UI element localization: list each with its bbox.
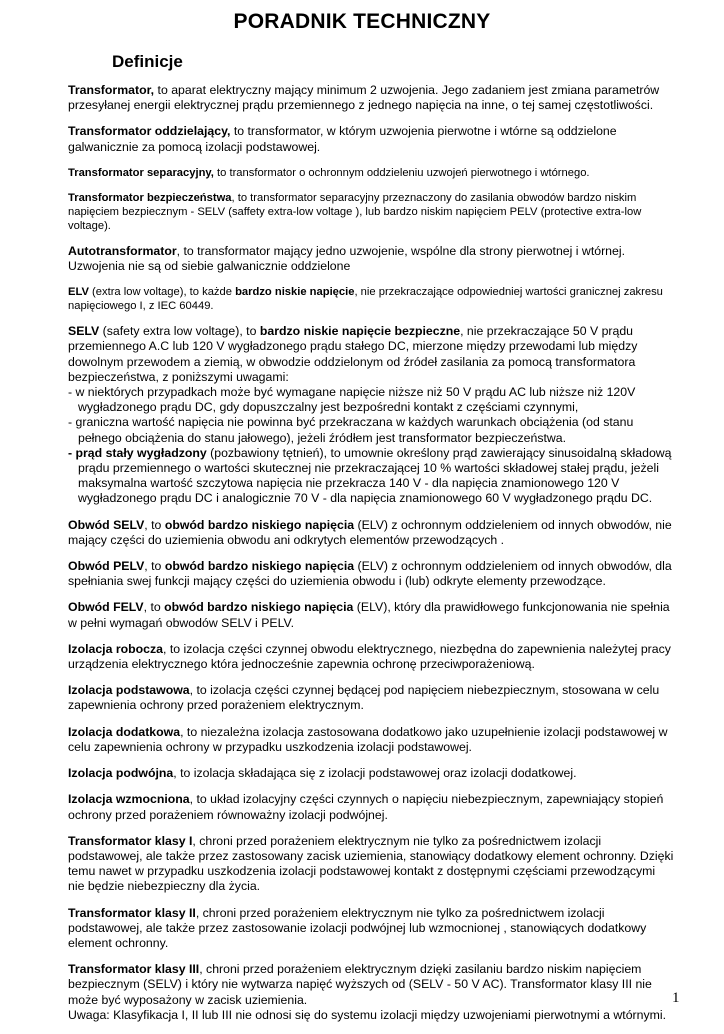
definition-izolacja-podwojna xyxy=(68,766,674,781)
definition-izolacja-wzmocniona xyxy=(68,792,674,822)
term: Obwód FELV xyxy=(68,600,144,615)
definition-elv xyxy=(68,285,674,313)
section-heading: Definicje xyxy=(112,52,183,71)
definition-transformator-oddzielajacy xyxy=(68,124,674,154)
term: Izolacja dodatkowa xyxy=(68,724,181,739)
term: Transformator oddzielający, xyxy=(68,124,231,139)
term: Transformator klasy III xyxy=(68,962,200,977)
term: Transformator klasy I xyxy=(68,833,193,848)
definition-text: , nie przekraczające 50 V prądu przemiennego A.C lub 120 V wygładzonego prądu stałego DC, mierzone między przewodami lub między dowolnym przewodem a ziemią, w obwodzie oddzielonym od źródeł zasilania za pomocą transformatora bezpieczeństwa, z poniższymi uwagami: xyxy=(68,324,638,384)
definition-text: , to izolacja części czynnej będącej pod napięciem niebezpiecznym, stosowana w celu zapewnienia ochrony przed porażeniem elektrycznym. xyxy=(68,683,660,713)
definition-klasa-2 xyxy=(68,906,674,952)
term: Izolacja podstawowa xyxy=(68,683,190,698)
term: Obwód PELV xyxy=(68,559,145,574)
definition-klasa-1 xyxy=(68,834,674,895)
term-emphasis: obwód bardzo niskiego napięcia xyxy=(164,559,355,574)
definition-text: , to niezależna izolacja zastosowana dodatkowo jako uzupełnienie izolacji podstawowej w celu zapewnienia ochrony w przypadku uszkodzenia izolacji podstawowej. xyxy=(68,724,668,754)
term-emphasis: bardzo niskie napięcie xyxy=(235,286,355,299)
definition-text: , to xyxy=(144,559,165,574)
term: Izolacja podwójna xyxy=(68,766,174,781)
term: ELV xyxy=(68,286,89,299)
selv-notes-list xyxy=(68,385,674,507)
definition-text: (extra low voltage), to każde xyxy=(88,286,236,299)
term: Transformator, xyxy=(68,83,155,97)
definition-izolacja-podstawowa xyxy=(68,683,674,713)
definition-text: (ELV) z ochronnym oddzieleniem od innych obwodów, dla spełniania swej funkcji mający części do uziemienia obwodu i (lub) odkryte elementy przewodzące. xyxy=(68,559,672,589)
page-title: PORADNIK TECHNICZNY xyxy=(233,10,491,33)
definition-text: , to układ izolacyjny części czynnych o napięciu niebezpiecznym, zapewniający stopień ochrony przed porażeniem równoważny izolacji podwójnej. xyxy=(68,792,664,822)
definition-obwod-selv xyxy=(68,518,674,548)
definition-text: to transformator o ochronnym oddzieleniu uzwojeń pierwotnego i wtórnego. xyxy=(213,166,590,179)
definition-text: , nie przekraczające odpowiedniej wartości granicznej zakresu napięciowego I, z IEC 60449. xyxy=(68,286,663,313)
term: Transformator bezpieczeństwa xyxy=(68,191,232,204)
definition-transformator-bezpieczenstwa xyxy=(68,191,674,233)
definition-text: , chroni przed porażeniem elektrycznym nie tylko za pośrednictwem izolacji podstawowej, ale także przez zastosowany zacisk uziemienia, stanowiący dodatkowy element ochronny. Dzięki temu nawet w przypadku uszkodzenia izolacji podstawowej kontakt z dostępnymi częściami przewodzącymi nie będzie niebezpieczny dla życia. xyxy=(68,833,674,894)
term: Izolacja wzmocniona xyxy=(68,792,190,807)
definition-text: , to izolacja składająca się z izolacji podstawowej oraz izolacji dodatkowej. xyxy=(173,766,577,781)
document-body xyxy=(68,83,674,1034)
definition-autotransformator xyxy=(68,244,674,274)
definition-text: , to transformator mający jedno uzwojenie, wspólne dla strony pierwotnej i wtórnej. Uzwojenia nie są od siebie galwanicznie oddzielone xyxy=(68,243,625,274)
definition-text: , to transformator separacyjny przeznaczony do zasilania obwodów bardzo niskim napięciem bezpiecznym - SELV (saffety extra-low voltage ), lub bardzo niskim napięciem PELV (protective extra-low voltage). xyxy=(68,191,642,232)
definition-obwod-felv xyxy=(68,600,674,630)
definition-text: (safety extra low voltage), to xyxy=(99,324,260,339)
definition-izolacja-robocza xyxy=(68,642,674,672)
definition-text: , to xyxy=(143,600,165,615)
definition-transformator-separacyjny xyxy=(68,166,674,180)
term-emphasis: - prąd stały wygładzony xyxy=(68,445,207,460)
definition-text: , to xyxy=(144,517,165,532)
term: Transformator separacyjny, xyxy=(68,166,214,179)
list-item: - graniczna wartość napięcia nie powinna być przekraczana w każdych warunkach obciążenia (od stanu pełnego obciążenia do stanu jałowego), jeżeli źródłem jest transformator bezpieczeństwa. xyxy=(68,415,634,445)
list-item xyxy=(68,446,674,507)
definition-obwod-pelv xyxy=(68,559,674,589)
term: Autotransformator xyxy=(68,243,177,258)
definition-klasa-3 xyxy=(68,962,674,1008)
term: Izolacja robocza xyxy=(68,641,163,656)
definition-selv xyxy=(68,324,674,385)
definition-izolacja-dodatkowa xyxy=(68,725,674,755)
definition-text: (ELV), który dla prawidłowego funkcjonowania nie spełnia w pełni wymagań obwodów SELV i PELV. xyxy=(68,600,670,630)
term-emphasis: obwód bardzo niskiego napięcia xyxy=(164,600,354,615)
term-emphasis: obwód bardzo niskiego napięcia xyxy=(164,517,355,532)
definition-text: , chroni przed porażeniem elektrycznym nie tylko za pośrednictwem izolacji podstawowej, ale także przez zastosowanie izolacji podwójnej lub wzmocnionej , stanowiących dodatkowy element ochronny. xyxy=(68,905,647,950)
term: Obwód SELV xyxy=(68,517,145,532)
definition-text: , chroni przed porażeniem elektrycznym dzięki zasilaniu bardzo niskim napięciem bezpiecznym (SELV) i który nie wytwarza napięć wyższych od (SELV - 50 V AC). Transformator klasy III nie może być wyposażony w zacisk uziemienia. xyxy=(68,962,652,1007)
list-item-text: (pozbawiony tętnień), to umownie określony prąd zawierający sinusoidalną składową prądu przemiennego o wartości skutecznej nie przekraczającej 10 % wartości składowej stałej prądu, jeżeli maksymalna wartość szczytowa napięcia nie przekracza 140 V - dla napięcia znamionowego 120 V wygładzonego prądu DC i analogicznie 70 V - dla napięcia znamionowego 60 V wygładzonego prądu DC. xyxy=(78,445,672,506)
definition-text: (ELV) z ochronnym oddzieleniem od innych obwodów, nie mający części do uziemienia obwodu ani odkrytych elementów przewodzących . xyxy=(68,517,672,547)
page-number: 1 xyxy=(672,990,680,1006)
definition-text: to aparat elektryczny mający minimum 2 uzwojenia. Jego zadaniem jest zmiana parametrów przesyłanej energii elektrycznej prądu przemiennego z jednego napięcia na inne, o tej samej częstotliwości. xyxy=(68,83,660,113)
term: SELV xyxy=(68,324,100,339)
classification-note: Uwaga: Klasyfikacja I, II lub III nie odnosi się do systemu izolacji między uzwojeniami pierwotnymi a wtórnymi. xyxy=(68,1007,667,1022)
list-item: - w niektórych przypadkach może być wymagane napięcie niższe niż 50 V prądu AC lub niższe niż 120V wygładzonego prądu DC, gdy dopuszczalny jest bezpośredni kontakt z częściami czynnymi, xyxy=(68,385,636,415)
definition-text: to transformator, w którym uzwojenia pierwotne i wtórne są oddzielone galwanicznie za pomocą izolacji podstawowej. xyxy=(68,124,617,154)
term-emphasis: bardzo niskie napięcie bezpieczne xyxy=(259,324,461,339)
definition-text: , to izolacja części czynnej obwodu elektrycznego, niezbędna do zapewnienia należytej pracy urządzenia elektrycznego która jednocześnie zapewnia ochronę przeciwporażeniową. xyxy=(68,641,671,672)
definition-transformator xyxy=(68,83,674,113)
term: Transformator klasy II xyxy=(68,905,196,920)
